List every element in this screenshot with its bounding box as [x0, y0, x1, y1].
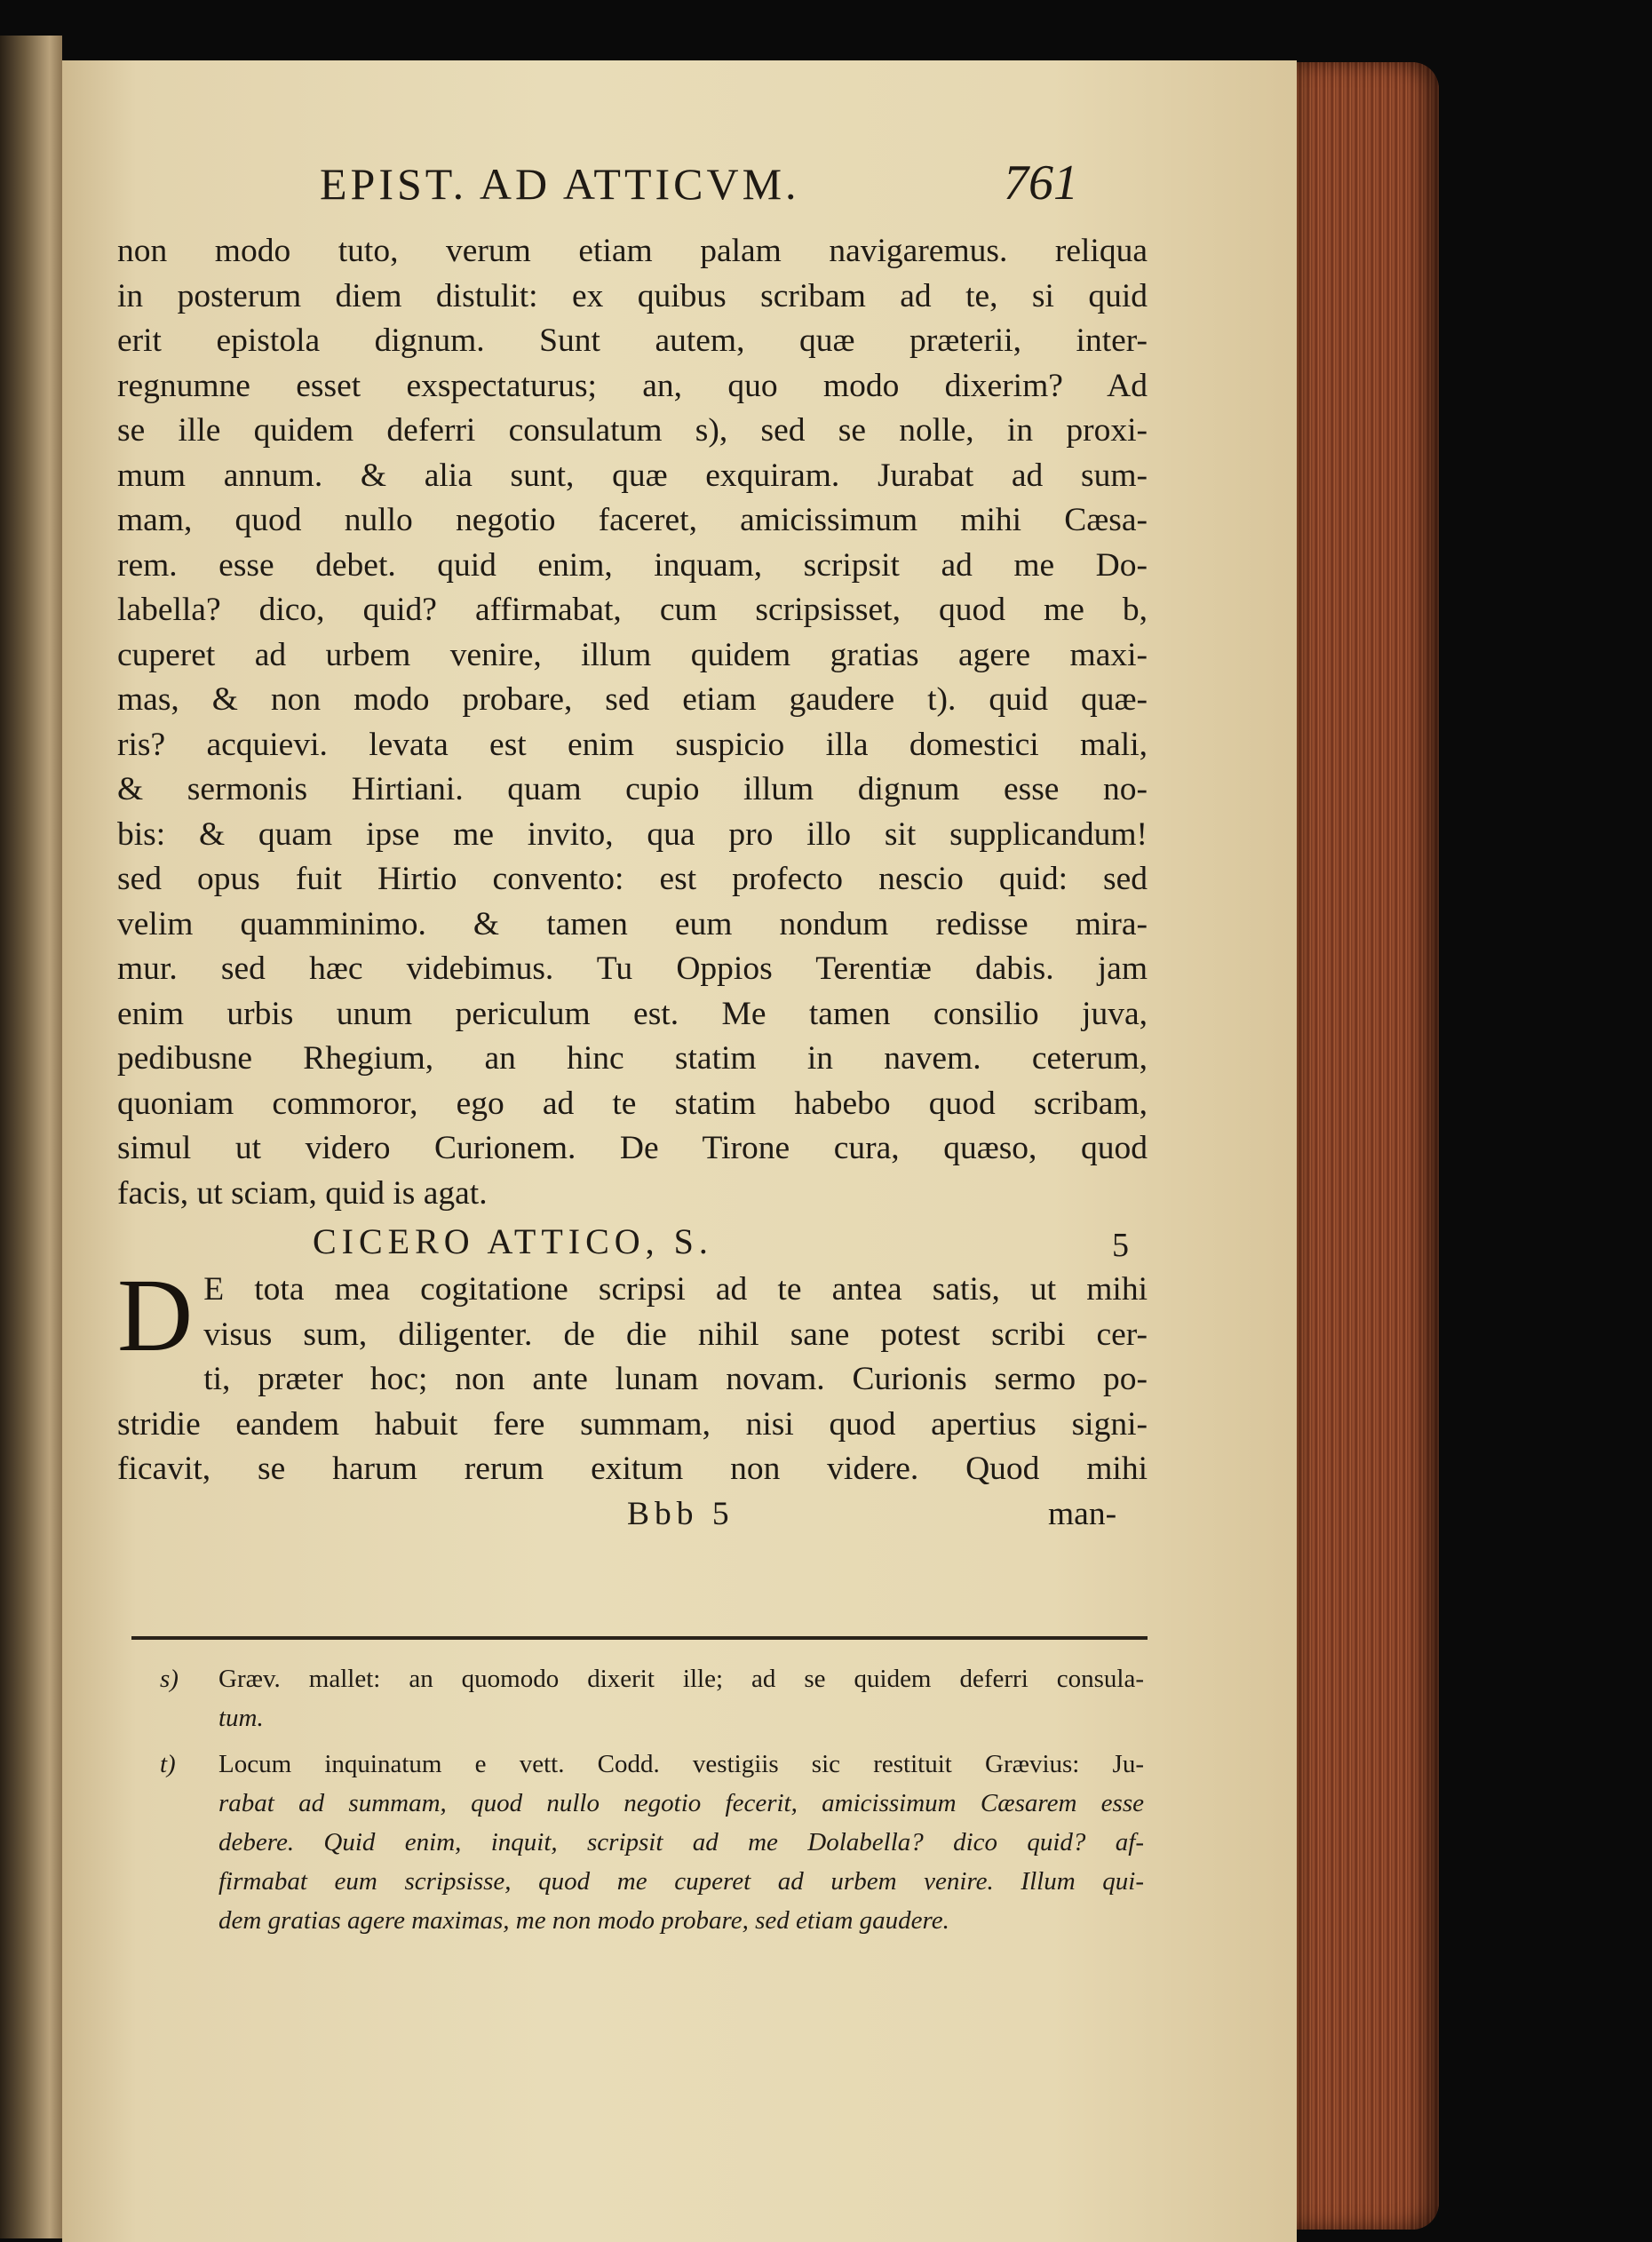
signature-line	[117, 1492, 1148, 1542]
book-page	[62, 60, 1297, 2242]
footnote-mark: s)	[160, 1665, 179, 1693]
footnote-line: Locum inquinatum e vett. Codd. vestigiis sic restituit Grævius: Ju-	[218, 1750, 1144, 1778]
text-line: enim urbis unum periculum est. Me tamen consilio juva,	[117, 995, 1148, 1032]
footnote-mark: t)	[160, 1750, 176, 1778]
facing-page-edge	[0, 36, 62, 2238]
text-line: mum annum. & alia sunt, quæ exquiram. Jurabat ad sum-	[117, 457, 1148, 494]
text-line: pedibusne Rhegium, an hinc statim in navem. ceterum,	[117, 1040, 1148, 1077]
footnote	[160, 1745, 1144, 1940]
running-head	[62, 149, 1297, 229]
running-title: EPIST. AD ATTICVM.	[320, 159, 800, 209]
text-line: cuperet ad urbem venire, illum quidem gratias agere maxi-	[117, 636, 1148, 673]
text-line: mam, quod nullo negotio faceret, amicissimum mihi Cæsa-	[117, 502, 1148, 538]
footnote-line: tum.	[218, 1704, 264, 1732]
letter-heading	[117, 1216, 1148, 1268]
text-line: facis, ut sciam, quid is agat.	[117, 1174, 488, 1212]
footnote-line: dem gratias agere maximas, me non modo probare, sed etiam gaudere.	[218, 1906, 949, 1935]
footnote-line: Græv. mallet: an quomodo dixerit ille; ad se quidem deferri consula-	[218, 1665, 1144, 1693]
text-line: se ille quidem deferri consulatum s), sed se nolle, in proxi-	[117, 412, 1148, 449]
text-line: ti, præter hoc; non ante lunam novam. Curionis sermo po-	[203, 1361, 1148, 1397]
main-text	[117, 229, 1148, 1542]
text-line: sed opus fuit Hirtio convento: est profecto nescio quid: sed	[117, 861, 1148, 897]
catchword: man-	[1048, 1495, 1117, 1532]
signature-mark: Bbb 5	[627, 1495, 735, 1532]
page-number: 761	[1004, 155, 1078, 211]
text-line: labella? dico, quid? affirmabat, cum scripsisset, quod me b,	[117, 592, 1148, 628]
text-line: mas, & non modo probare, sed etiam gaudere t). quid quæ-	[117, 681, 1148, 718]
footnote-rule	[131, 1636, 1148, 1640]
footnote	[160, 1659, 1144, 1737]
letter-heading-text: CICERO ATTICO, S.	[313, 1221, 713, 1261]
text-line: ficavit, se harum rerum exitum non videre. Quod mihi	[117, 1451, 1148, 1487]
text-line: rem. esse debet. quid enim, inquam, scripsit ad me Do-	[117, 546, 1148, 584]
footnotes	[160, 1659, 1144, 1947]
text-line: regnumne esset exspectaturus; an, quo modo dixerim? Ad	[117, 367, 1148, 404]
text-line: E tota mea cogitatione scripsi ad te antea satis, ut mihi	[203, 1271, 1148, 1308]
text-line: non modo tuto, verum etiam palam navigaremus. reliqua	[117, 233, 1148, 269]
text-line: quoniam commoror, ego ad te statim habebo quod scribam,	[117, 1085, 1148, 1122]
footnote-line: firmabat eum scripsisse, quod me cuperet ad urbem venire. Illum qui-	[218, 1867, 1144, 1896]
footnote-line: rabat ad summam, quod nullo negotio fecerit, amicissimum Cæsarem esse	[218, 1789, 1144, 1817]
text-line: mur. sed hæc videbimus. Tu Oppios Terentiæ dabis. jam	[117, 950, 1148, 987]
text-line: bis: & quam ipse me invito, qua pro illo sit supplicandum!	[117, 815, 1148, 853]
text-line: ris? acquievi. levata est enim suspicio illa domestici mali,	[117, 726, 1148, 763]
text-line: simul ut videro Curionem. De Tirone cura, quæso, quod	[117, 1130, 1148, 1166]
footnote-line: debere. Quid enim, inquit, scripsit ad me Dolabella? dico quid? af-	[218, 1828, 1144, 1856]
letter-paragraph	[117, 1257, 1148, 1492]
text-line: erit epistola dignum. Sunt autem, quæ præterii, inter-	[117, 322, 1148, 359]
text-line: & sermonis Hirtiani. quam cupio illum dignum esse no-	[117, 771, 1148, 807]
text-line: in posterum diem distulit: ex quibus scribam ad te, si quid	[117, 277, 1148, 314]
letter-number: 5	[1112, 1227, 1129, 1264]
drop-cap: D	[117, 1257, 194, 1373]
text-line: velim quamminimo. & tamen eum nondum redisse mira-	[117, 905, 1148, 942]
text-line: stridie eandem habuit fere summam, nisi quod apertius signi-	[117, 1405, 1148, 1443]
text-line: visus sum, diligenter. de die nihil sane potest scribi cer-	[203, 1316, 1148, 1353]
